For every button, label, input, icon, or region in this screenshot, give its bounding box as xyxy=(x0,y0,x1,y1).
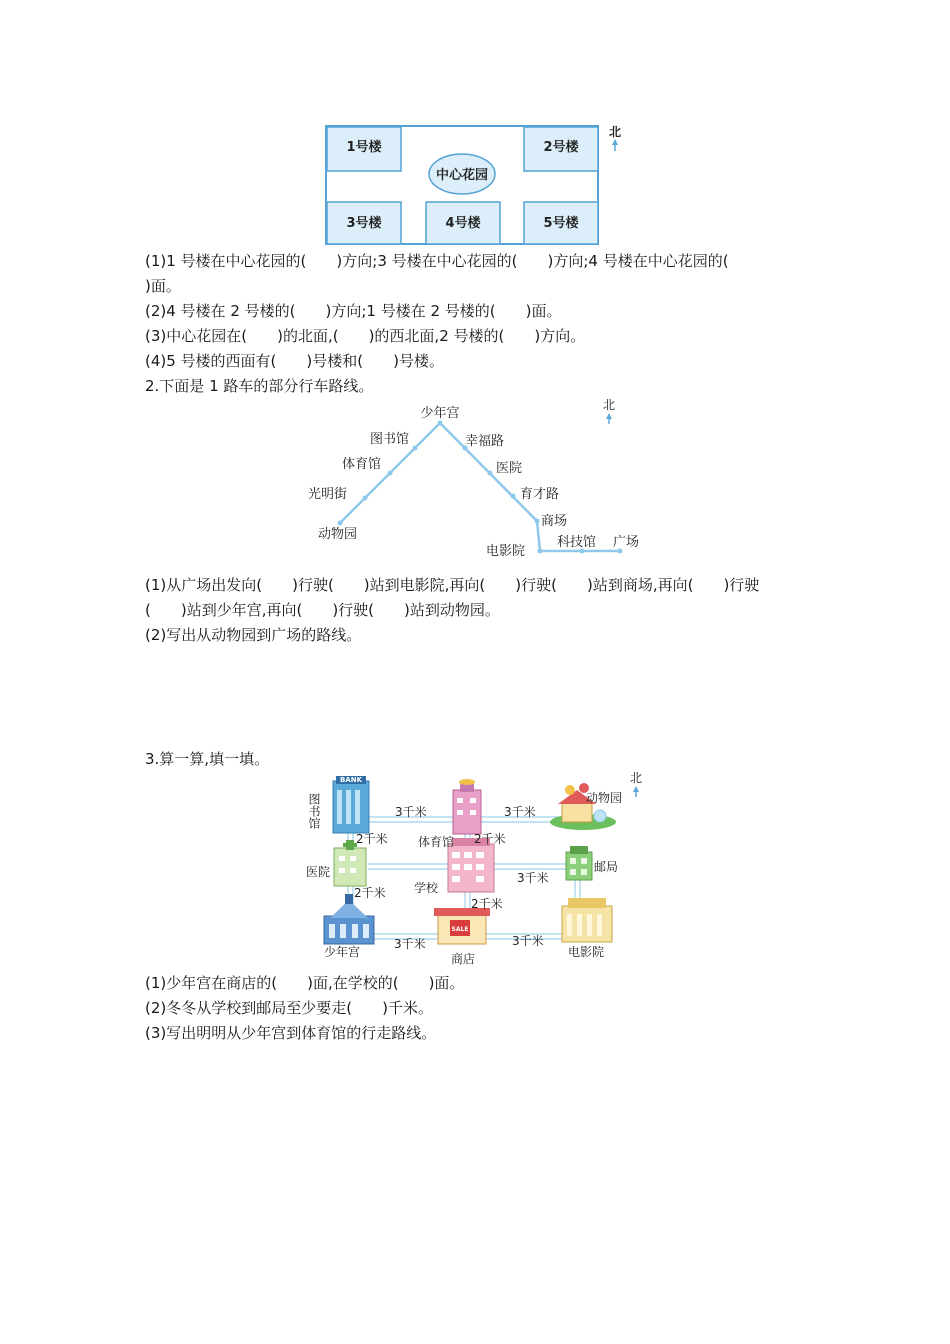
q3-north-arrow-icon xyxy=(630,771,642,797)
svg-text:北: 北 xyxy=(602,398,616,412)
q3-label-cinema: 电影院 xyxy=(568,945,605,959)
q3-dist-school-shop: 2千米 xyxy=(471,897,503,911)
q3-title: 3.算一算,填一填。 xyxy=(145,750,270,768)
q3-school-building-icon xyxy=(448,838,494,892)
q3-post-office-building-icon xyxy=(566,846,592,880)
stop-science-museum: 科技馆 xyxy=(557,535,597,550)
svg-text:中心花园: 中心花园 xyxy=(435,168,489,183)
q3-gym-building-icon xyxy=(453,779,481,834)
q2-title: 2.下面是 1 路车的部分行车路线。 xyxy=(145,377,374,395)
stop-cinema: 电影院 xyxy=(486,544,526,559)
q3-dist-hospital-youth: 2千米 xyxy=(354,886,386,900)
stop-guangming-street: 光明街 xyxy=(308,487,348,502)
q3-shop-building-icon xyxy=(434,908,490,944)
stop-yucai-road: 育才路 xyxy=(520,487,560,502)
svg-text:北: 北 xyxy=(629,771,643,785)
q2-line-3: (2)写出从动物园到广场的路线。 xyxy=(145,626,362,644)
stop-zoo: 动物园 xyxy=(318,527,358,542)
q1-north-arrow-icon xyxy=(609,125,621,151)
q3-label-youth-palace: 少年宫 xyxy=(324,945,361,959)
q1-building-1 xyxy=(327,127,401,171)
q3-label-post: 邮局 xyxy=(594,860,619,874)
q1-line-3: (2)4 号楼在 2 号楼的( )方向;1 号楼在 2 号楼的( )面。 xyxy=(145,302,562,320)
q1-line-4: (3)中心花园在( )的北面,( )的西北面,2 号楼的( )方向。 xyxy=(145,327,586,345)
q3-dist-library-gym: 3千米 xyxy=(395,805,427,819)
stop-mall: 商场 xyxy=(541,514,568,529)
svg-text:5号楼: 5号楼 xyxy=(543,216,579,231)
q2-north-arrow-icon xyxy=(603,398,615,424)
q1-central-garden xyxy=(429,154,495,194)
svg-text:SALE: SALE xyxy=(451,926,469,933)
q3-line-2: (2)冬冬从学校到邮局至少要走( )千米。 xyxy=(145,999,433,1017)
stop-gym: 体育馆 xyxy=(342,457,382,472)
q1-line-5: (4)5 号楼的西面有( )号楼和( )号楼。 xyxy=(145,352,444,370)
stop-xingfu-road: 幸福路 xyxy=(465,434,505,449)
stop-library: 图书馆 xyxy=(370,432,410,447)
q3-dist-youth-shop: 3千米 xyxy=(394,937,426,951)
q3-label-gym: 体育馆 xyxy=(418,835,455,849)
q1-building-5 xyxy=(524,202,598,244)
q1-building-2 xyxy=(524,127,598,171)
q3-line-1: (1)少年宫在商店的( )面,在学校的( )面。 xyxy=(145,974,465,992)
q2-bus-route-map xyxy=(300,395,660,565)
q1-building-3 xyxy=(327,202,401,244)
svg-text:3号楼: 3号楼 xyxy=(346,216,382,231)
svg-text:1号楼: 1号楼 xyxy=(346,140,382,155)
q3-dist-library-hospital: 2千米 xyxy=(356,832,388,846)
q1-line-2: )面。 xyxy=(145,277,181,295)
svg-text:4号楼: 4号楼 xyxy=(445,216,481,231)
stop-youth-palace: 少年宫 xyxy=(420,406,460,421)
q3-label-library xyxy=(307,793,321,829)
stop-square: 广场 xyxy=(613,535,640,550)
svg-text:北: 北 xyxy=(608,125,622,139)
q3-library-label-vertical: 图书馆 xyxy=(307,793,321,829)
q3-library-building-icon xyxy=(333,776,369,833)
q1-building-map xyxy=(320,120,640,250)
stop-hospital: 医院 xyxy=(496,461,523,476)
q3-dist-gym-school: 2千米 xyxy=(474,832,506,846)
q3-label-hospital: 医院 xyxy=(306,865,331,879)
q1-building-4 xyxy=(426,202,500,244)
svg-text:2号楼: 2号楼 xyxy=(543,140,579,155)
q3-label-school: 学校 xyxy=(414,881,439,895)
q3-cinema-building-icon xyxy=(562,898,612,942)
q3-label-shop: 商店 xyxy=(451,952,476,966)
q3-youth-palace-building-icon xyxy=(324,894,374,944)
q3-label-zoo: 动物园 xyxy=(586,791,623,805)
q1-line-1: (1)1 号楼在中心花园的( )方向;3 号楼在中心花园的( )方向;4 号楼在中心花园的( xyxy=(145,252,729,270)
q3-line-3: (3)写出明明从少年宫到体育馆的行走路线。 xyxy=(145,1024,437,1042)
q2-line-2: ( )站到少年宫,再向( )行驶( )站到动物园。 xyxy=(145,601,500,619)
q3-hospital-building-icon xyxy=(334,840,366,886)
q3-dist-post-zoo: 3千米 xyxy=(517,871,549,885)
svg-text:BANK: BANK xyxy=(339,776,363,784)
q3-city-map xyxy=(300,768,660,968)
q2-line-1: (1)从广场出发向( )行驶( )站到电影院,再向( )行驶( )站到商场,再向( )行驶 xyxy=(145,576,760,594)
q3-dist-shop-cinema: 3千米 xyxy=(512,934,544,948)
q3-dist-gym-zoo: 3千米 xyxy=(504,805,536,819)
